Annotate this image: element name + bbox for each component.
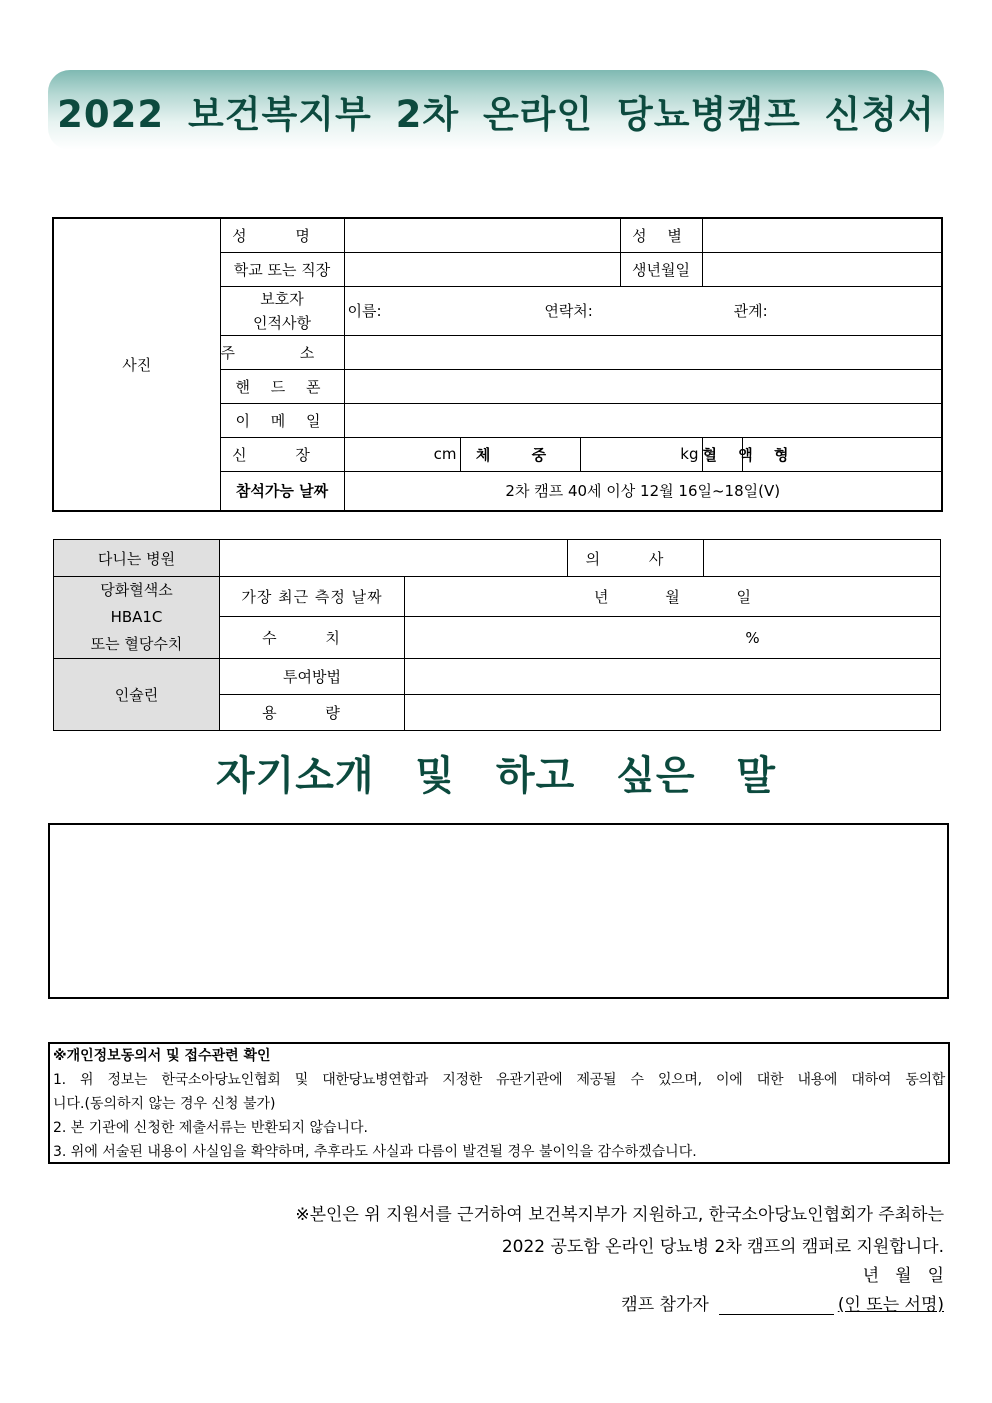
doctor-field[interactable] [704, 540, 941, 577]
title-banner [48, 70, 944, 150]
birth-field[interactable] [702, 252, 942, 286]
consent-line3: 3. 위에 서술된 내용이 사실임을 확약하며, 추후라도 사실과 다름이 발견될 경우 불이익을 감수하겠습니다. [53, 1144, 697, 1160]
decl-day: 일 [927, 1266, 944, 1286]
name-field[interactable] [344, 218, 620, 252]
consent-title: ※개인정보동의서 및 접수관련 확인 [53, 1048, 271, 1064]
consent-line1b: 니다.(동의하지 않는 경우 신청 불가) [53, 1096, 276, 1112]
hospital-label: 다니는 병원 [54, 540, 220, 577]
decl-month: 월 [895, 1266, 912, 1286]
recent-date-field[interactable] [405, 577, 941, 617]
intro-section-title: 자기소개 및 하고 싶은 말 [215, 753, 777, 799]
dose-field[interactable] [405, 695, 941, 731]
weight-unit: kg [680, 445, 699, 463]
school-field[interactable] [344, 252, 620, 286]
applicant-info-table [52, 217, 943, 512]
consent-box [48, 1042, 950, 1164]
signature-line[interactable] [719, 1298, 834, 1315]
guardian-label-line2: 인적사항 [253, 313, 311, 332]
hba1c-label-line3: 또는 혈당수치 [90, 635, 183, 653]
guardian-label-line1: 보호자 [260, 289, 304, 308]
hba1c-label [54, 577, 220, 659]
height-unit: cm [433, 445, 457, 463]
address-field[interactable] [344, 335, 942, 369]
signature-row [621, 1290, 944, 1315]
address-label: 주 소 [220, 335, 344, 369]
intro-textbox[interactable] [48, 823, 949, 999]
hba1c-label-line2: HBA1C [110, 608, 163, 626]
signature-label: (인 또는 서명) [837, 1295, 944, 1315]
phone-field[interactable] [344, 369, 942, 403]
birth-label: 생년월일 [620, 252, 702, 286]
email-label: 이 메 일 [220, 403, 344, 437]
declaration-line2: 2022 공도함 온라인 당뇨병 2차 캠프의 캠퍼로 지원합니다. [501, 1237, 944, 1257]
percent-unit: % [745, 628, 760, 647]
page-title: 2022 보건복지부 2차 온라인 당뇨병캠프 신청서 [57, 93, 935, 136]
gender-field[interactable] [702, 218, 942, 252]
participant-label: 캠프 참가자 [621, 1295, 709, 1315]
guardian-contact-label: 연락처: [544, 302, 593, 320]
blood-type-label: 혈 액 형 [702, 437, 742, 471]
gender-label: 성 별 [620, 218, 702, 252]
day-label: 일 [736, 588, 752, 607]
declaration-line1: ※본인은 위 지원서를 근거하여 보건복지부가 지원하고, 한국소아당뇨인협회가 주최하는 [295, 1205, 944, 1225]
school-label: 학교 또는 직장 [220, 252, 344, 286]
photo-cell: 사진 [53, 218, 220, 511]
insulin-label: 인슐린 [54, 659, 220, 731]
name-label: 성 명 [220, 218, 344, 252]
dose-label: 용 량 [220, 695, 405, 731]
height-label: 신 장 [220, 437, 344, 471]
medical-info-table [53, 539, 941, 731]
year-label: 년 [593, 588, 609, 607]
consent-line2: 2. 본 기관에 신청한 제출서류는 반환되지 않습니다. [53, 1120, 368, 1136]
consent-line1a: 1. 위 정보는 한국소아당뇨인협회 및 대한당뇨병연합과 지정한 유관기관에 제공될 수 있으며, 이에 대한 내용에 대하여 동의합 [53, 1072, 945, 1088]
doctor-label: 의 사 [568, 540, 704, 577]
value-label: 수 치 [220, 617, 405, 659]
method-label: 투여방법 [220, 659, 405, 695]
hba1c-label-line1: 당화혈색소 [100, 581, 173, 599]
weight-field[interactable] [580, 437, 702, 471]
decl-year: 년 [862, 1266, 880, 1286]
phone-label: 핸 드 폰 [220, 369, 344, 403]
guardian-relation-label: 관계: [733, 302, 768, 320]
guardian-name-label: 이름: [347, 302, 382, 320]
month-label: 월 [665, 588, 680, 607]
date-value: 2차 캠프 40세 이상 12월 16일~18일(V) [344, 471, 942, 511]
hospital-field[interactable] [220, 540, 568, 577]
declaration-date [847, 1261, 944, 1286]
guardian-field[interactable] [344, 286, 942, 335]
recent-date-label: 가장 최근 측정 날짜 [220, 577, 405, 617]
guardian-label [220, 286, 344, 335]
height-field[interactable] [344, 437, 460, 471]
email-field[interactable] [344, 403, 942, 437]
date-label: 참석가능 날짜 [220, 471, 344, 511]
value-field[interactable] [405, 617, 941, 659]
weight-label: 체 중 [460, 437, 580, 471]
method-field[interactable] [405, 659, 941, 695]
